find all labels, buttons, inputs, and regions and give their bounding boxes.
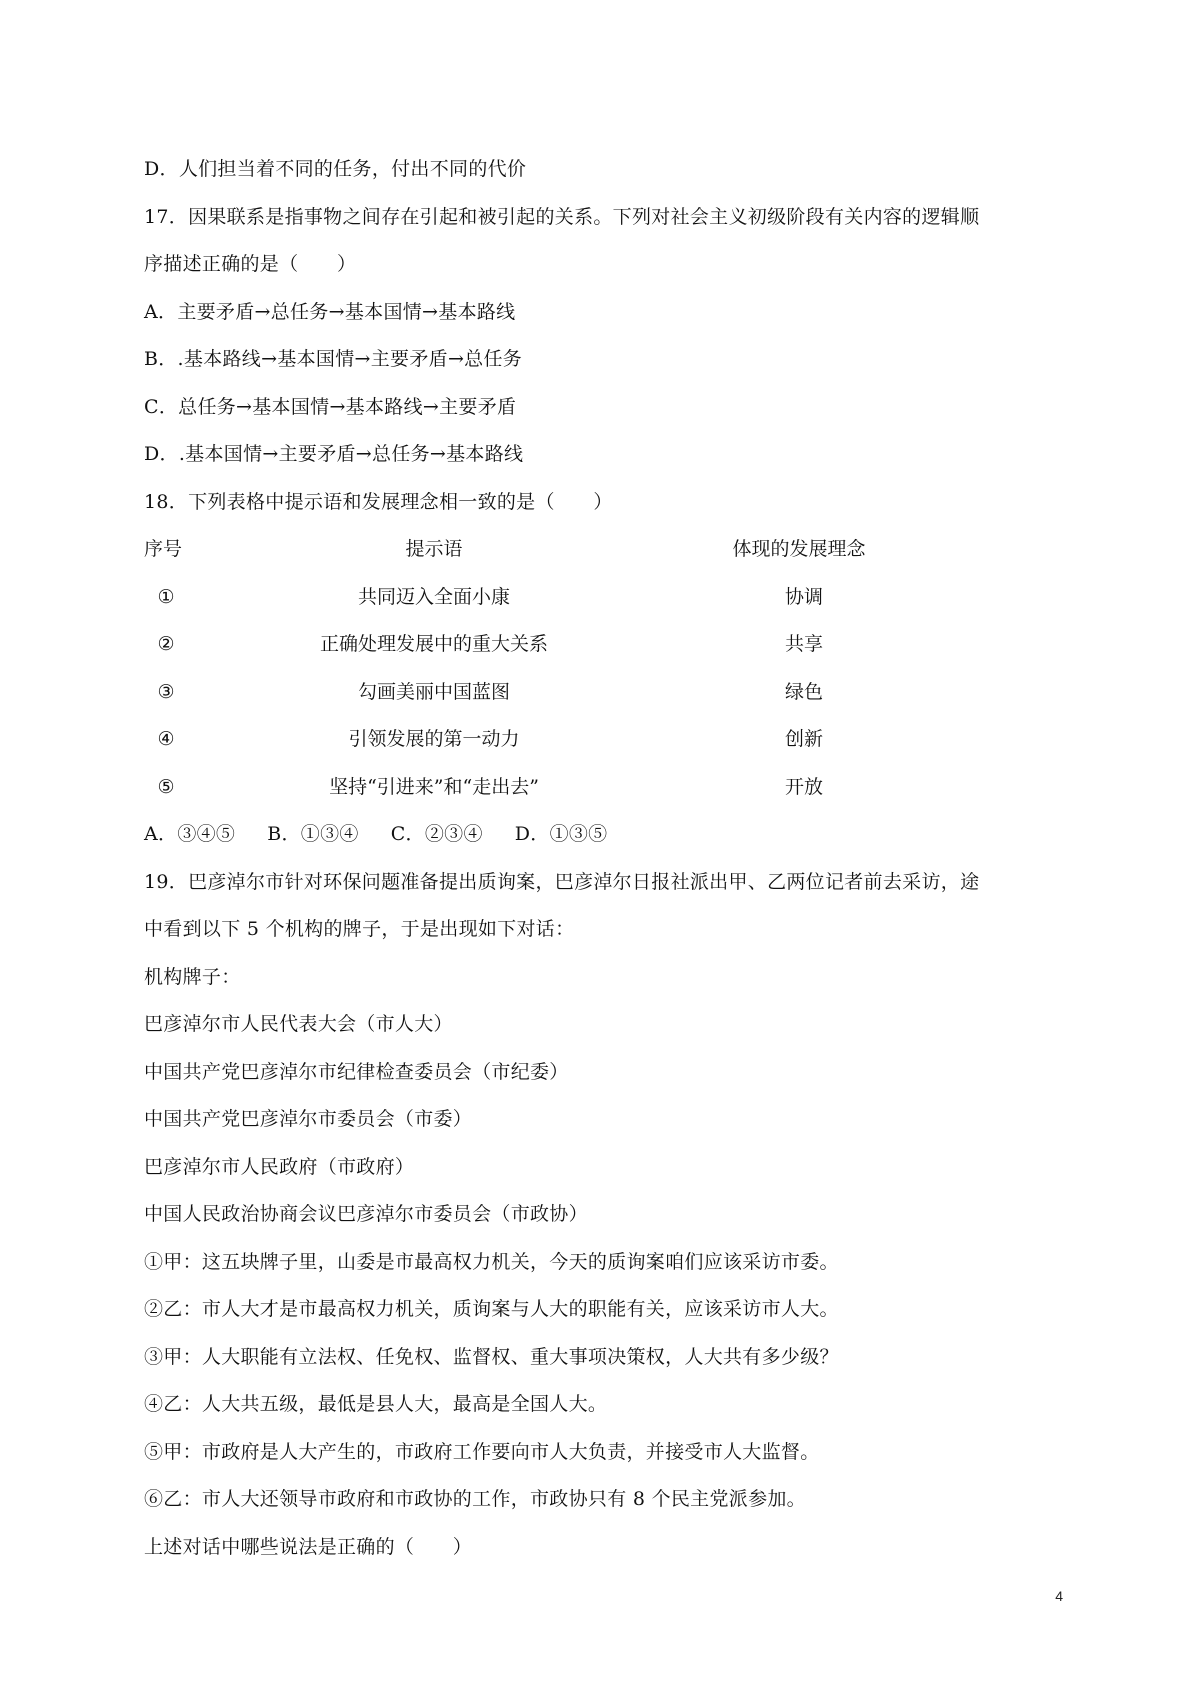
q18-option-d: D．①③⑤ (514, 823, 608, 845)
row-concept: 创新 (784, 728, 823, 750)
q17-option-d: D．.基本国情→主要矛盾→总任务→基本路线 (144, 443, 524, 465)
q19-dialogue-4: ④乙：人大共五级，最低是县人大，最高是全国人大。 (144, 1393, 608, 1415)
q18-option-b: B．①③④ (267, 823, 359, 845)
q19-dialogue-1: ①甲：这五块牌子里，山委是市最高权力机关，今天的质询案咱们应该采访市委。 (144, 1250, 839, 1273)
q18-option-a: A．③④⑤ (144, 823, 236, 845)
row-concept: 开放 (784, 775, 823, 798)
header-number: 序号 (144, 538, 183, 560)
q18-stem: 18．下列表格中提示语和发展理念相一致的是（ ） (144, 490, 613, 513)
row-prompt: 坚持“引进来”和“走出去” (329, 775, 539, 798)
row-prompt: 勾画美丽中国蓝图 (357, 680, 510, 703)
row-prompt: 共同迈入全面小康 (357, 585, 510, 608)
row-concept: 协调 (784, 585, 823, 608)
header-concept: 体现的发展理念 (732, 538, 866, 560)
q19-sign-5: 中国人民政治协商会议巴彦淖尔市委员会（市政协） (144, 1203, 588, 1225)
table-row (144, 621, 1074, 669)
q19-question: 上述对话中哪些说法是正确的（ ） (144, 1535, 473, 1558)
table-row (144, 669, 1074, 717)
row-concept: 共享 (784, 633, 823, 655)
q19-dialogue-6: ⑥乙：市人大还领导市政府和市政协的工作，市政协只有 8 个民主党派参加。 (144, 1488, 806, 1510)
table-row (144, 764, 1074, 812)
table-row (144, 716, 1074, 764)
q19-dialogue-2: ②乙：市人大才是市最高权力机关，质询案与人大的职能有关，应该采访市人大。 (144, 1298, 839, 1320)
row-number: ① (157, 585, 175, 608)
q17-option-b: B．.基本路线→基本国情→主要矛盾→总任务 (144, 348, 523, 370)
q17-option-c: C．总任务→基本国情→基本路线→主要矛盾 (144, 395, 517, 418)
q18-options (144, 811, 1074, 859)
row-concept: 绿色 (784, 680, 823, 703)
row-number: ② (157, 633, 175, 655)
q17-option-a: A．主要矛盾→总任务→基本国情→基本路线 (144, 300, 516, 323)
table-header-row (144, 526, 1074, 574)
q17-stem-line-2: 序描述正确的是（ ） (144, 253, 357, 275)
q16-option-d: D．人们担当着不同的任务，付出不同的代价 (144, 158, 527, 180)
q19-signs-label: 机构牌子： (144, 965, 241, 988)
q19-sign-2: 中国共产党巴彦淖尔市纪律检查委员会（市纪委） (144, 1060, 569, 1083)
q19-sign-3: 中国共产党巴彦淖尔市委员会（市委） (144, 1108, 473, 1130)
q19-dialogue-5: ⑤甲：市政府是人大产生的，市政府工作要向市人大负责，并接受市人大监督。 (144, 1440, 820, 1463)
q19-dialogue-3: ③甲：人大职能有立法权、任免权、监督权、重大事项决策权，人大共有多少级？ (144, 1345, 839, 1368)
q17-stem-line-1: 17．因果联系是指事物之间存在引起和被引起的关系。下列对社会主义初级阶段有关内容的逻辑顺 (144, 205, 980, 228)
row-number: ③ (157, 680, 175, 703)
row-number: ④ (157, 728, 175, 750)
row-number: ⑤ (157, 775, 175, 798)
page-content (144, 146, 1074, 1571)
q18-option-c: C．②③④ (390, 823, 483, 845)
q19-sign-1: 巴彦淖尔市人民代表大会（市人大） (144, 1013, 453, 1035)
q19-stem-line-1: 19．巴彦淖尔市针对环保问题准备提出质询案，巴彦淖尔日报社派出甲、乙两位记者前去采访，途 (144, 870, 980, 893)
row-prompt: 引领发展的第一动力 (348, 728, 520, 750)
page-number: 4 (1055, 1588, 1063, 1604)
q18-table (144, 526, 1074, 811)
row-prompt: 正确处理发展中的重大关系 (319, 633, 548, 655)
header-prompt: 提示语 (405, 538, 463, 560)
table-row (144, 574, 1074, 622)
q19-sign-4: 巴彦淖尔市人民政府（市政府） (144, 1155, 415, 1178)
q19-stem-line-2: 中看到以下 5 个机构的牌子，于是出现如下对话： (144, 918, 575, 940)
